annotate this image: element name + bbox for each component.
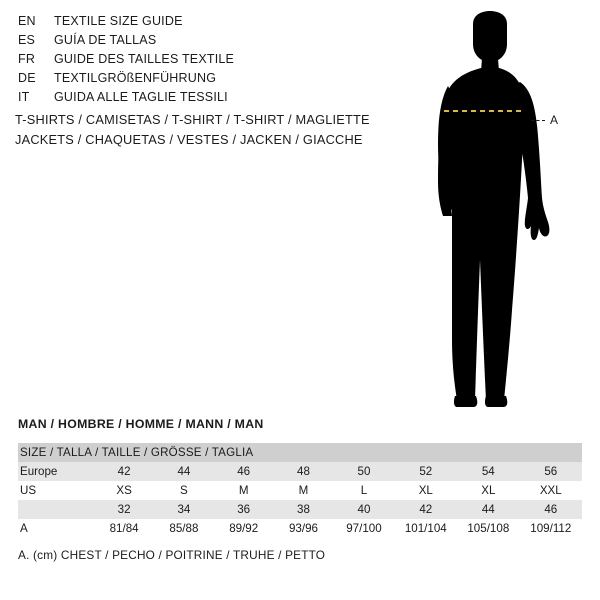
language-row [18,33,348,52]
table-cell: 101/104 [395,519,458,538]
category-jackets: JACKETS / CHAQUETAS / VESTES / JACKEN / GIACCHE [15,132,363,147]
table-cell: 38 [274,500,334,519]
table-cell: M [214,481,274,500]
garment-categories [15,110,395,150]
table-cell: 85/88 [154,519,214,538]
measurement-footnote: A. (cm) CHEST / PECHO / POITRINE / TRUHE / PETTO [18,548,326,562]
language-code: FR [18,52,36,66]
language-list [18,14,348,109]
table-row [18,481,582,500]
table-cell: 81/84 [94,519,154,538]
table-cell: 42 [395,500,458,519]
table-cell: 32 [94,500,154,519]
language-text: TEXTILGRÖßENFÜHRUNG [54,71,217,85]
language-row [18,14,348,33]
table-cell: 56 [520,462,582,481]
language-code: EN [18,14,36,28]
table-header-row [18,443,582,462]
measure-leader-line [531,120,545,121]
table-cell: 44 [154,462,214,481]
language-code: IT [18,90,30,104]
table-row [18,500,582,519]
table-cell: XL [395,481,458,500]
table-row [18,519,582,538]
category-tshirts: T-SHIRTS / CAMISETAS / T-SHIRT / T-SHIRT / MAGLIETTE [15,112,370,127]
size-table [18,443,582,538]
chest-measure-label: A [550,113,559,127]
table-cell: XL [457,481,520,500]
table-section-title: MAN / HOMBRE / HOMME / MANN / MAN [18,417,264,431]
table-cell: 52 [395,462,458,481]
language-code: DE [18,71,36,85]
row-label: Europe [18,462,94,481]
table-header-label: SIZE / TALLA / TAILLE / GRÖSSE / TAGLIA [18,443,582,462]
row-label: US [18,481,94,500]
table-cell: L [333,481,394,500]
language-row [18,90,348,109]
row-label [18,500,94,519]
table-row [18,462,582,481]
table-cell: 42 [94,462,154,481]
table-cell: 50 [333,462,394,481]
table-cell: 93/96 [274,519,334,538]
table-cell: XXL [520,481,582,500]
male-figure-illustration [400,10,600,410]
table-cell: 46 [214,462,274,481]
table-cell: 54 [457,462,520,481]
table-cell: 109/112 [520,519,582,538]
table-cell: XS [94,481,154,500]
table-cell: 36 [214,500,274,519]
table-cell: 40 [333,500,394,519]
language-row [18,71,348,90]
row-label: A [18,519,94,538]
language-code: ES [18,33,36,47]
table-cell: 44 [457,500,520,519]
table-cell: 46 [520,500,582,519]
language-text: TEXTILE SIZE GUIDE [54,14,183,28]
table-cell: 105/108 [457,519,520,538]
language-text: GUIDE DES TAILLES TEXTILE [54,52,235,66]
table-cell: 48 [274,462,334,481]
table-cell: S [154,481,214,500]
language-text: GUIDA ALLE TAGLIE TESSILI [54,90,228,104]
language-row [18,52,348,71]
table-cell: 34 [154,500,214,519]
language-text: GUÍA DE TALLAS [54,33,157,47]
table-cell: 97/100 [333,519,394,538]
table-cell: 89/92 [214,519,274,538]
table-cell: M [274,481,334,500]
